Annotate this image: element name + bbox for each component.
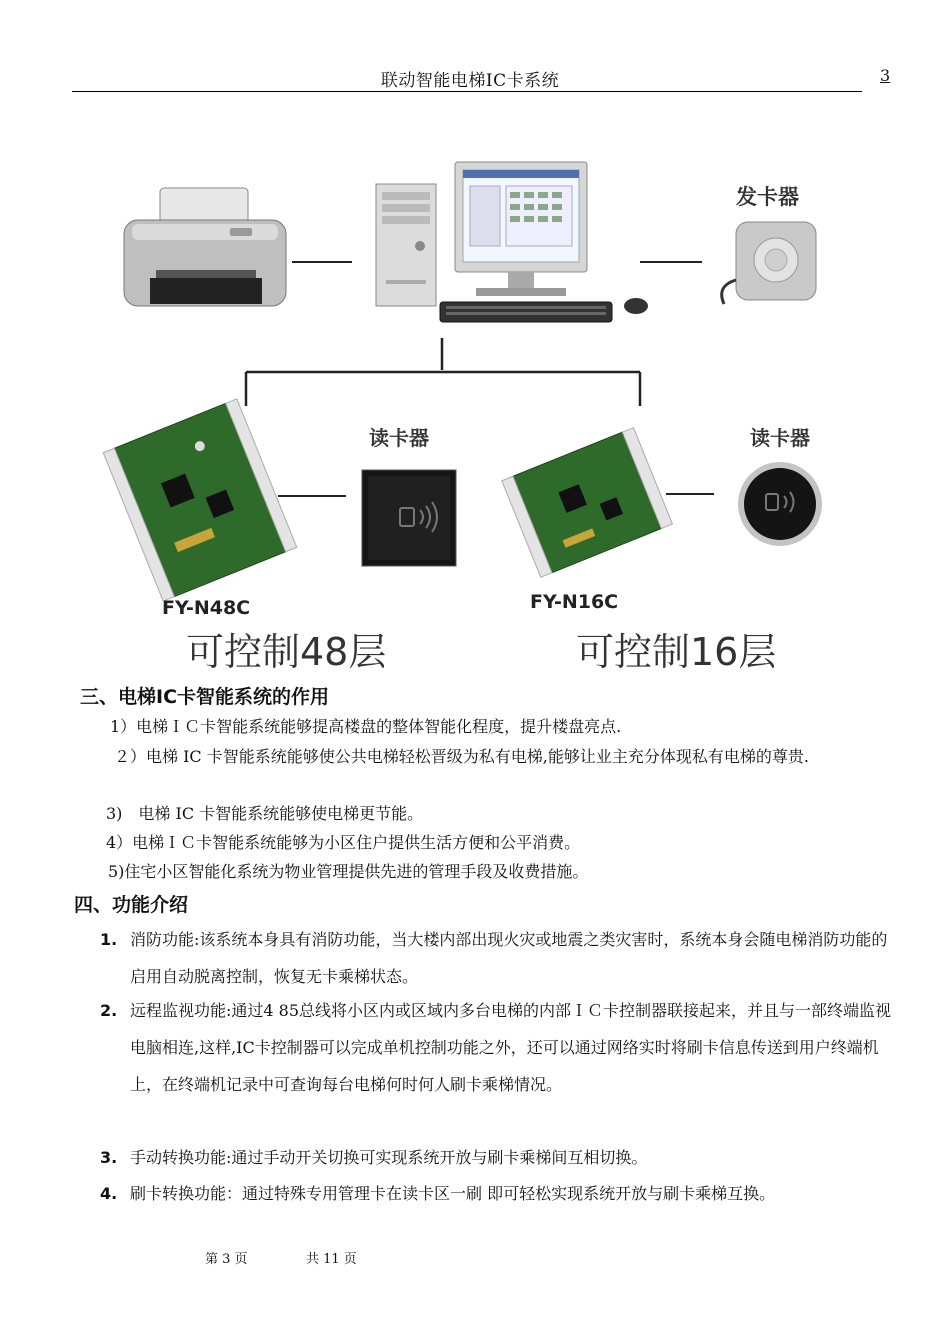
reader-left-label: 读卡器 [369, 426, 429, 450]
function-item-2-number: 2. [100, 1001, 118, 1020]
section-3-item-5: 5)住宅小区智能化系统为物业管理提供先进的管理手段及收费措施。 [108, 862, 589, 881]
card-reader-left-icon [362, 470, 456, 566]
function-item-4-text: 刷卡转换功能：通过特殊专用管理卡在读卡区一刷 即可轻松实现系统开放与刷卡乘梯互换。 [130, 1184, 776, 1203]
controller-board-right-icon [502, 428, 673, 578]
footer-page-number: 第 3 页 [205, 1252, 248, 1267]
card-issuer-label: 发卡器 [736, 185, 799, 209]
function-item-2-text: 远程监视功能:通过4 85总线将小区内或区域内多台电梯的内部ＩＣ卡控制器联接起来，并且与一部终端监视电脑相连,这样,IC卡控制器可以完成单机控制功能之外，还可以通过网络实时将刷卡信息传送到用户终端机上，在终端机记录中可查询每台电梯何时何人刷卡乘梯情况。 [130, 1001, 892, 1094]
section-3-item-2: ２）电梯 IC 卡智能系统能够使公共电梯轻松晋级为私有电梯,能够让业主充分体现私有电梯的尊贵. [114, 747, 809, 766]
function-item-1-text: 消防功能:该系统本身具有消防功能，当大楼内部出现火灾或地震之类灾害时，系统本身会随电梯消防功能的启用自动脱离控制，恢复无卡乘梯状态。 [130, 930, 888, 986]
computer-tower-icon [376, 184, 436, 306]
section-3-heading: 三、电梯IC卡智能系统的作用 [80, 686, 330, 708]
controller-right-caption: 可控制16层 [576, 630, 777, 674]
keyboard-icon [440, 302, 612, 322]
reader-right-label: 读卡器 [750, 426, 810, 450]
section-3-item-3: 3) 电梯 IC 卡智能系统能够使电梯更节能。 [106, 804, 424, 823]
printer-icon [124, 188, 286, 306]
controller-board-left-icon [103, 399, 296, 601]
system-diagram [0, 100, 950, 680]
function-item-3-text: 手动转换功能:通过手动开关切换可实现系统开放与刷卡乘梯间互相切换。 [130, 1148, 648, 1167]
function-item-4-number: 4. [100, 1184, 118, 1203]
card-reader-right-icon [738, 462, 822, 546]
header-rule [72, 91, 862, 92]
section-3-item-1: 1）电梯ＩＣ卡智能系统能够提高楼盘的整体智能化程度，提升楼盘亮点. [110, 717, 622, 736]
running-header-title: 联动智能电梯IC卡系统 [380, 71, 560, 91]
section-3-item-4: 4）电梯ＩＣ卡智能系统能够为小区住户提供生活方便和公平消费。 [106, 833, 581, 852]
mouse-icon [624, 298, 648, 314]
function-item-3-number: 3. [100, 1148, 118, 1167]
function-item-1-number: 1. [100, 930, 118, 949]
monitor-icon [455, 162, 587, 296]
controller-left-caption: 可控制48层 [186, 630, 387, 674]
footer-total-pages: 共 11 页 [306, 1252, 357, 1267]
section-4-heading: 四、功能介绍 [74, 894, 189, 916]
card-issuer-icon [722, 222, 816, 304]
running-header-page-number: 3 [880, 66, 891, 85]
controller-right-model: FY-N16C [530, 591, 619, 613]
controller-left-model: FY-N48C [162, 597, 251, 619]
